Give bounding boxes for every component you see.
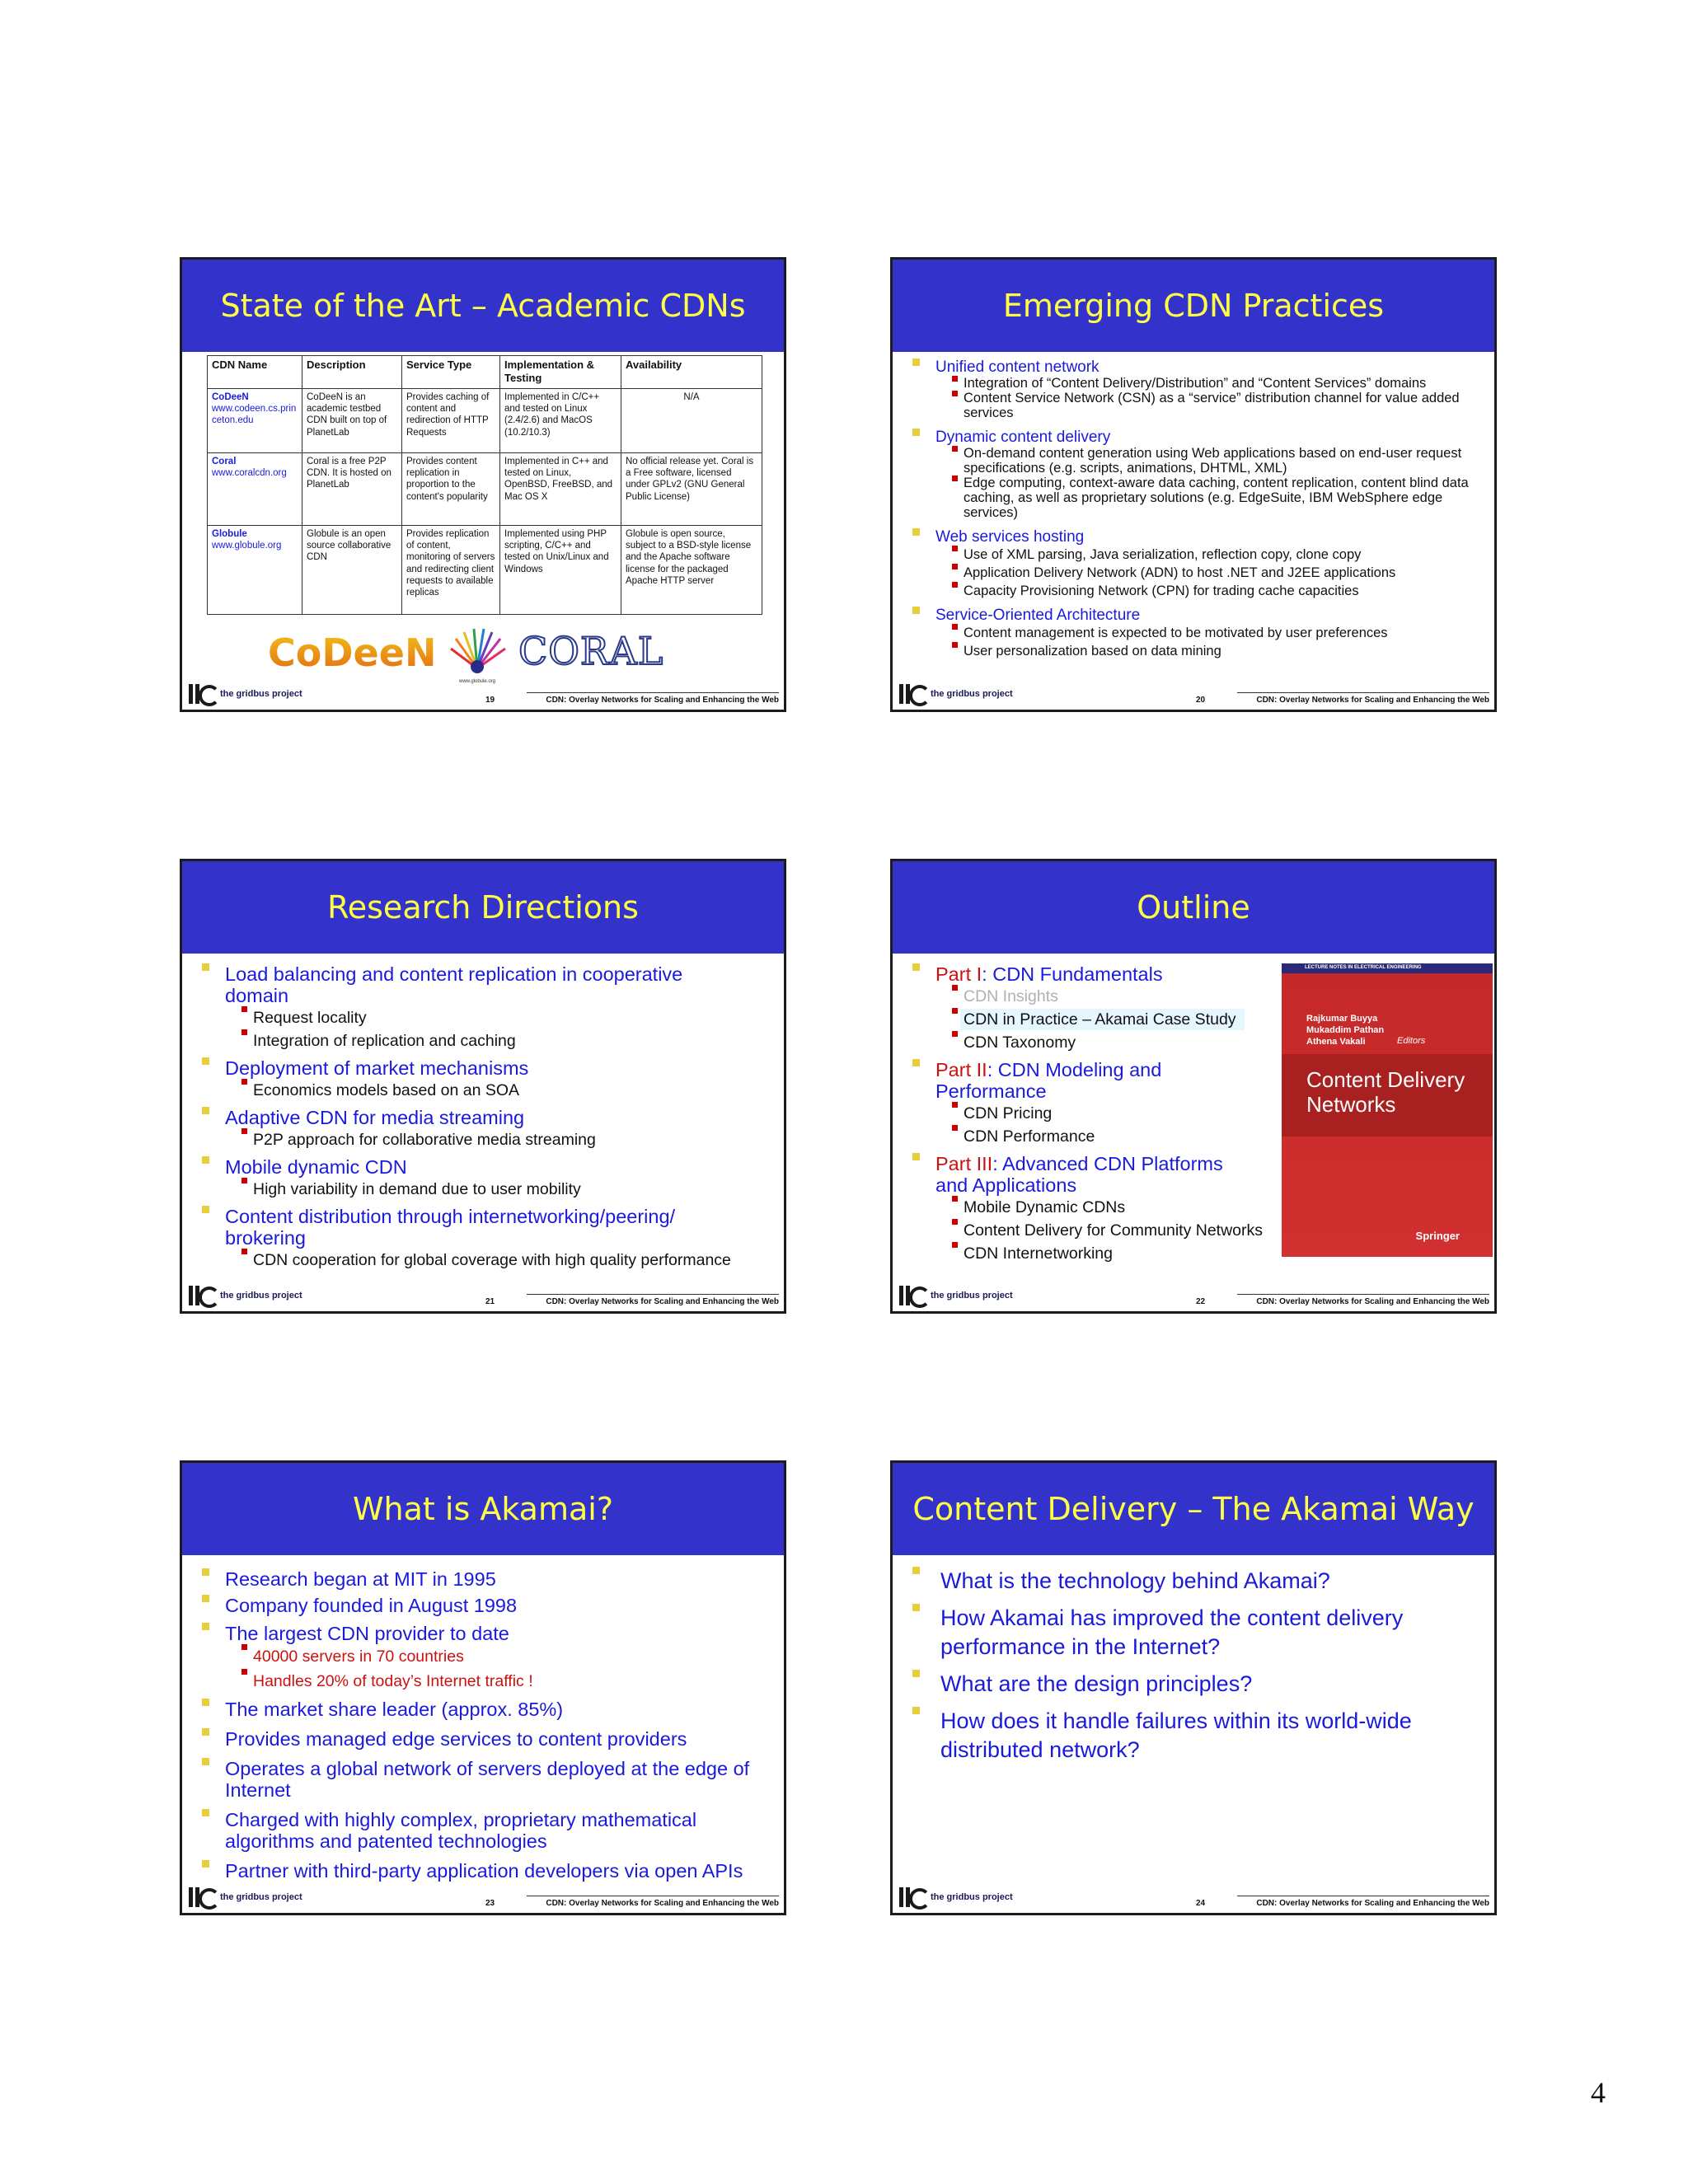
book-title-line: Content Delivery [1306,1067,1465,1092]
table-header: Service Type [402,356,500,389]
gridbus-icon [898,682,927,705]
logo-text: the gridbus project [220,1892,302,1902]
outline-sub-item: Mobile Dynamic CDNs [893,1196,1280,1219]
footer-divider [1237,1294,1489,1295]
list-item: Content distribution through internetworking/peering/ brokering [182,1206,784,1249]
slide-body [182,954,784,1278]
slide-header [893,1463,1494,1555]
outline-sub-item: CDN Internetworking [893,1242,1280,1265]
list-sub-item: Content management is expected to be motivated by user preferences [893,624,1494,642]
table-cell: Implemented in C++ and tested on Linux, OpenBSD, FreeBSD, and Mac OS X [500,452,621,525]
slide-body [182,352,784,684]
footer-divider [1237,692,1489,693]
book-editor: Athena Vakali [1306,1037,1366,1047]
list-sub-item: On-demand content generation using Web applications based on end-user request specifications (e.g. scripts, animations, DHTML, XML) [893,446,1494,476]
cdn-name-cell [208,525,302,614]
peacock-fan-icon [444,626,510,675]
gridbus-icon [187,682,217,705]
list-sub-item: Use of XML parsing, Java serialization, reflection copy, clone copy [893,546,1494,564]
slide-footer [182,1278,784,1311]
list-item: Research began at MIT in 1995 [182,1568,784,1590]
part-title: : CDN Fundamentals [982,963,1163,985]
book-editors [1306,1013,1384,1047]
slide-footer [893,1880,1494,1913]
slide-21 [180,859,786,1314]
list-item: Mobile dynamic CDN [182,1156,784,1178]
list-item: Unified content network [893,359,1494,376]
list-sub-item: Capacity Provisioning Network (CPN) for trading cache capacities [893,582,1494,600]
logo-text: the gridbus project [220,689,302,699]
page-number: 4 [1591,2076,1606,2109]
cdn-url: www.coralcdn.org [212,467,287,478]
codeen-logo [268,632,436,673]
list-item: Load balancing and content replication in cooperative domain [182,963,784,1006]
list-item: What are the design principles? [893,1670,1494,1699]
table-cell: Coral is a free P2P CDN. It is hosted on PlanetLab [302,452,402,525]
gridbus-icon [187,1886,217,1909]
book-title [1306,1067,1465,1117]
slide-title: Outline [1137,889,1250,926]
table-header-row [208,356,762,389]
part-label: Part III [935,1153,993,1174]
table-cell: No official release yet. Coral is a Free software, licensed under GPLv2 (GNU General Public License) [621,452,762,525]
list-item: Dynamic content delivery [893,429,1494,446]
list-item: Company founded in August 1998 [182,1595,784,1616]
slide-23 [180,1460,786,1915]
footer-text: CDN: Overlay Networks for Scaling and Enhancing the Web [546,1899,779,1908]
slide-title: What is Akamai? [352,1491,613,1527]
coral-logo-text: CORAL [518,629,664,673]
outline-part [893,1153,1280,1196]
outline-sub-item: CDN Insights [893,985,1280,1008]
list-item: How does it handle failures within its world-wide distributed network? [893,1707,1494,1765]
footer-text: CDN: Overlay Networks for Scaling and Enhancing the Web [546,1297,779,1306]
slide-footer [182,1880,784,1913]
gridbus-logo [898,1283,1013,1308]
slide-22 [890,859,1497,1314]
slide-title: State of the Art – Academic CDNs [220,288,746,324]
bullet-list [893,359,1494,660]
slide-footer [893,677,1494,710]
cdn-name-cell [208,388,302,452]
book-publisher: Springer [1415,1230,1460,1242]
list-sub-item: User personalization based on data mining [893,642,1494,660]
list-item: The market share leader (approx. 85%) [182,1699,784,1720]
slide-header [182,861,784,954]
cdn-url: www.codeen.cs.princeton.edu [212,403,297,426]
footer-text: CDN: Overlay Networks for Scaling and Enhancing the Web [1256,1297,1489,1306]
outline-part [893,1059,1280,1102]
bullet-list [182,963,784,1272]
book-editor: Mukaddim Pathan [1306,1025,1385,1035]
table-cell: Implemented in C/C++ and tested on Linux (2.4/2.6) and MacOS (10.2/10.3) [500,388,621,452]
table-cell: Provides caching of content and redirection of HTTP Requests [402,388,500,452]
part-title: : Advanced CDN Platforms and Applications [935,1153,1223,1196]
outline-sub-item-current [893,1008,1280,1031]
coral-logo [518,630,663,672]
gridbus-icon [187,1284,217,1307]
list-item: Charged with highly complex, proprietary mathematical algorithms and patented technologies [182,1809,784,1852]
table-row [208,388,762,452]
list-sub-item: Handles 20% of today’s Internet traffic ! [182,1669,784,1694]
codeen-logo-text: CoDeeN [268,630,437,675]
footer-divider [527,1294,779,1295]
list-item: How Akamai has improved the content delivery performance in the Internet? [893,1604,1494,1661]
gridbus-logo [187,1885,302,1910]
logo-text: the gridbus project [931,689,1013,699]
list-sub-item: 40000 servers in 70 countries [182,1644,784,1669]
slide-title: Emerging CDN Practices [1002,288,1385,324]
gridbus-logo [187,1283,302,1308]
slide-body [893,954,1494,1278]
slide-20 [890,257,1497,712]
list-sub-item: Integration of “Content Delivery/Distribution” and “Content Services” domains [893,376,1494,391]
book-title-line: Networks [1306,1092,1396,1117]
outline-sub-item: CDN Performance [893,1125,1280,1148]
list-sub-item: Request locality [182,1006,784,1029]
gridbus-icon [898,1886,927,1909]
slide-footer [893,1278,1494,1311]
table-header: CDN Name [208,356,302,389]
gridbus-logo [898,1885,1013,1910]
part-label: Part II [935,1059,987,1080]
slide-number: 22 [1196,1297,1206,1306]
table-header: Availability [621,356,762,389]
table-cell: Provides content replication in proportion to the content's popularity [402,452,500,525]
slide-number: 20 [1196,696,1206,705]
list-item: Provides managed edge services to content providers [182,1728,784,1750]
table-cell: CoDeeN is an academic testbed CDN built on top of PlanetLab [302,388,402,452]
list-item: Partner with third-party application developers via open APIs [182,1860,784,1882]
table-cell: N/A [621,388,762,452]
cdn-name: Globule [212,528,247,539]
gridbus-logo [187,682,302,706]
table-cell: Globule is an open source collaborative CDN [302,525,402,614]
footer-text: CDN: Overlay Networks for Scaling and Enhancing the Web [546,696,779,705]
list-sub-item: Economics models based on an SOA [182,1079,784,1102]
list-item: Adaptive CDN for media streaming [182,1107,784,1128]
list-sub-item: Integration of replication and caching [182,1029,784,1052]
slide-24 [890,1460,1497,1915]
current-section-label: CDN in Practice – Akamai Case Study [960,1009,1245,1030]
list-item: Deployment of market mechanisms [182,1057,784,1079]
bullet-list [182,1568,784,1882]
book-editor: Rajkumar Buyya [1306,1014,1378,1024]
list-sub-item: P2P approach for collaborative media streaming [182,1128,784,1151]
slide-body [893,1555,1494,1880]
slide-body [893,352,1494,677]
list-sub-item: Content Service Network (CSN) as a “service” distribution channel for value added services [893,391,1494,420]
logo-text: the gridbus project [931,1892,1013,1902]
slide-body [182,1555,784,1880]
slide-number: 24 [1196,1899,1206,1908]
book-editors-tag: Editors [1397,1036,1426,1046]
list-item: Operates a global network of servers deployed at the edge of Internet [182,1758,784,1801]
list-item: Service-Oriented Architecture [893,607,1494,624]
list-item: The largest CDN provider to date [182,1623,784,1644]
list-sub-item: Edge computing, context-aware data caching, content replication, content blind data caching, as well as proprietary solutions (e.g. EdgeSuite, IBM WebSphere edge services) [893,476,1494,520]
academic-cdn-table [207,355,762,615]
slide-title: Research Directions [327,889,639,926]
table-cell: Implemented using PHP scripting, C/C++ and tested on Unix/Linux and Windows [500,525,621,614]
slide-title: Content Delivery – The Akamai Way [912,1491,1475,1527]
logo-text: the gridbus project [220,1291,302,1301]
book-series-band [1282,963,1493,973]
slide-header [893,260,1494,352]
footer-divider [527,692,779,693]
outline-sub-item: Content Delivery for Community Networks [893,1219,1280,1242]
cdn-name-cell [208,452,302,525]
logo-text: the gridbus project [931,1291,1013,1301]
outline-sub-item: CDN Pricing [893,1102,1280,1125]
gridbus-logo [898,682,1013,706]
slide-header [182,260,784,352]
part-label: Part I [935,963,982,985]
part-title: : CDN Modeling and Performance [935,1059,1162,1102]
cdn-url: www.globule.org [212,540,282,551]
book-cover [1282,963,1493,1257]
book-series: LECTURE NOTES IN ELECTRICAL ENGINEERING [1305,965,1422,970]
table-cell: Provides replication of content, monitoring of servers and redirecting client requests to available replicas [402,525,500,614]
outline-sub-item: CDN Taxonomy [893,1031,1280,1054]
outline-list [893,963,1280,1265]
slide-number: 21 [485,1297,495,1306]
footer-text: CDN: Overlay Networks for Scaling and Enhancing the Web [1256,1899,1489,1908]
slide-number: 19 [485,696,495,705]
table-header: Implementation & Testing [500,356,621,389]
globule-logo [444,626,510,683]
slide-header [182,1463,784,1555]
table-header: Description [302,356,402,389]
globule-caption: www.globule.org [458,679,496,684]
table-row [208,525,762,614]
list-sub-item: CDN cooperation for global coverage with high quality performance [182,1249,784,1272]
table-row [208,452,762,525]
slide-header [893,861,1494,954]
slide-19 [180,257,786,712]
list-sub-item: Application Delivery Network (ADN) to host .NET and J2EE applications [893,564,1494,582]
list-sub-item: High variability in demand due to user mobility [182,1178,784,1201]
outline-part [893,963,1280,985]
gridbus-icon [898,1284,927,1307]
table-cell: Globule is open source, subject to a BSD-style license and the Apache software license for the packaged Apache HTTP server [621,525,762,614]
footer-text: CDN: Overlay Networks for Scaling and Enhancing the Web [1256,696,1489,705]
bullet-list [893,1567,1494,1765]
list-item: Web services hosting [893,528,1494,546]
slide-number: 23 [485,1899,495,1908]
cdn-name: CoDeeN [212,391,249,402]
list-item: What is the technology behind Akamai? [893,1567,1494,1596]
cdn-name: Coral [212,456,237,466]
slide-footer [182,677,784,710]
